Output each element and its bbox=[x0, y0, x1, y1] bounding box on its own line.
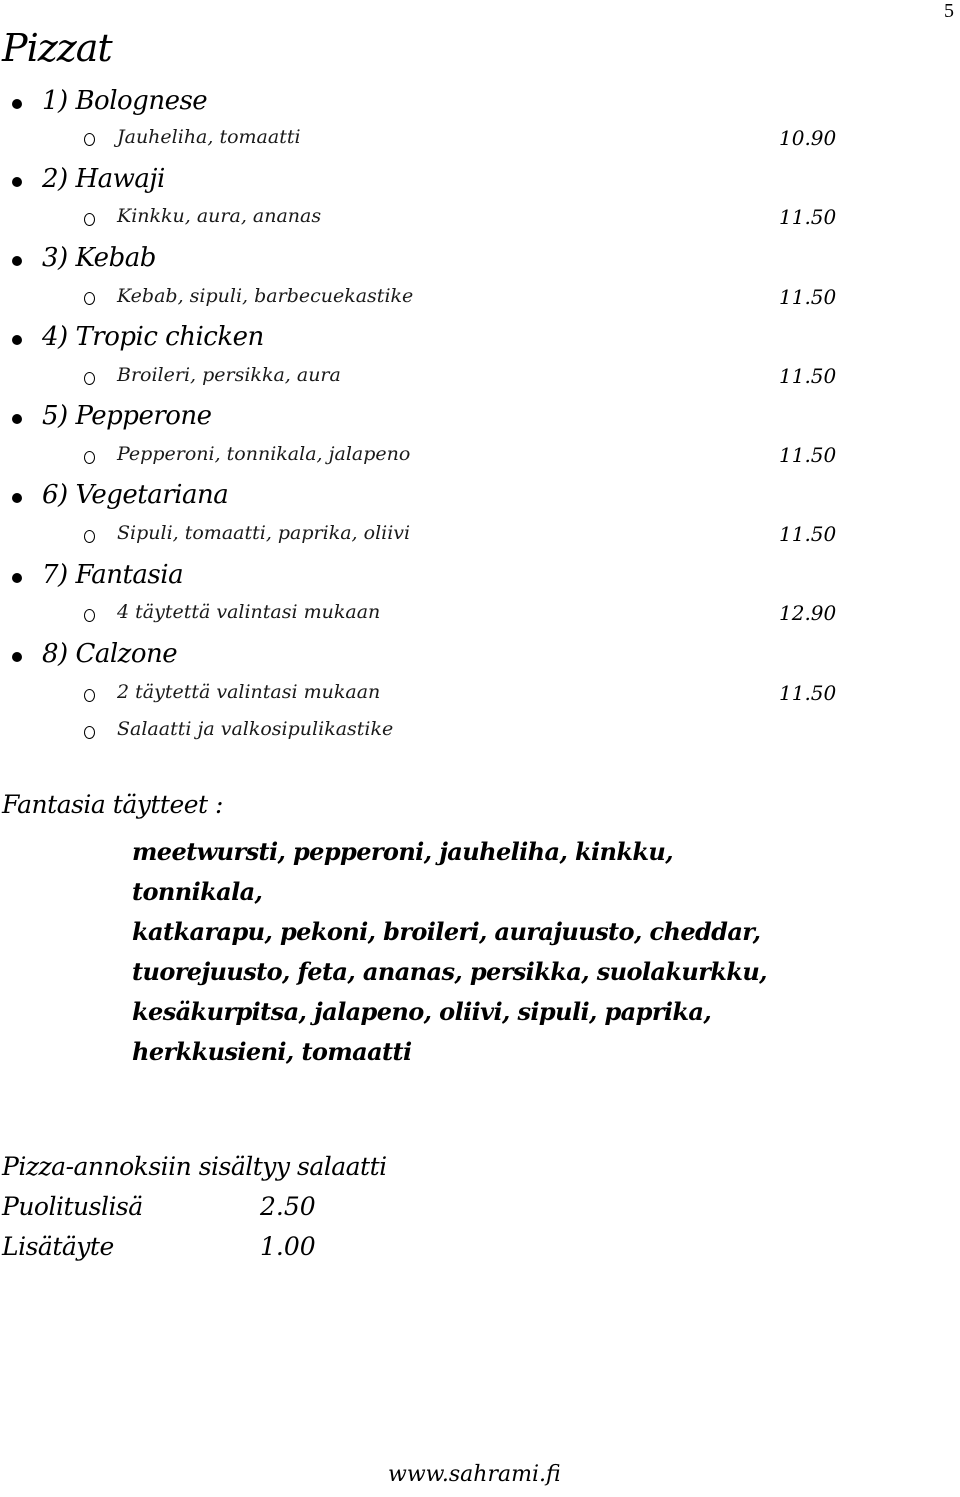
website-link[interactable]: www.sahrami.fi bbox=[388, 1462, 561, 1487]
pizza-name: 1) Bolognese bbox=[42, 86, 208, 116]
circle-bullet-icon bbox=[84, 133, 95, 146]
bullet-icon bbox=[12, 99, 22, 109]
pizza-price: 11.50 bbox=[779, 443, 837, 467]
pizza-price: 11.50 bbox=[779, 364, 837, 388]
fillings-line: katkarapu, pekoni, broileri, aurajuusto, cheddar, bbox=[132, 917, 761, 946]
fillings-line: tuorejuusto, feta, ananas, persikka, suolakurkku, bbox=[132, 957, 767, 986]
fillings-line: kesäkurpitsa, jalapeno, oliivi, sipuli, paprika, bbox=[132, 997, 712, 1026]
pizza-price: 11.50 bbox=[779, 285, 837, 309]
pizza-ingredients: Sipuli, tomaatti, paprika, oliivi bbox=[117, 522, 411, 544]
bullet-icon bbox=[12, 652, 22, 662]
pizza-ingredients: Broileri, persikka, aura bbox=[117, 364, 341, 386]
fillings-list bbox=[132, 832, 772, 1072]
pizza-price: 11.50 bbox=[779, 681, 837, 705]
circle-bullet-icon bbox=[84, 372, 95, 385]
pizza-name: 3) Kebab bbox=[42, 243, 156, 273]
bullet-icon bbox=[12, 256, 22, 266]
circle-bullet-icon bbox=[84, 689, 95, 702]
circle-bullet-icon bbox=[84, 726, 95, 739]
pizza-price: 11.50 bbox=[779, 205, 837, 229]
page-title: Pizzat bbox=[2, 26, 112, 70]
pizza-name: 7) Fantasia bbox=[42, 560, 184, 590]
bullet-icon bbox=[12, 335, 22, 345]
pizza-name: 5) Pepperone bbox=[42, 401, 212, 431]
bullet-icon bbox=[12, 493, 22, 503]
pizza-ingredients: Pepperoni, tonnikala, jalapeno bbox=[117, 443, 411, 465]
bullet-icon bbox=[12, 573, 22, 583]
pizza-price: 12.90 bbox=[779, 601, 837, 625]
pizza-price: 10.90 bbox=[779, 126, 837, 150]
pizza-name: 8) Calzone bbox=[42, 639, 178, 669]
circle-bullet-icon bbox=[84, 451, 95, 464]
salad-note: Pizza-annoksiin sisältyy salaatti bbox=[2, 1152, 387, 1181]
half-label: Puolituslisä bbox=[2, 1192, 143, 1221]
fillings-line: herkkusieni, tomaatti bbox=[132, 1037, 412, 1066]
page-number: 5 bbox=[944, 0, 954, 22]
bullet-icon bbox=[12, 414, 22, 424]
pizza-name: 2) Hawaji bbox=[42, 164, 165, 194]
pizza-price: 11.50 bbox=[779, 522, 837, 546]
pizza-ingredients: Kebab, sipuli, barbecuekastike bbox=[117, 285, 414, 307]
circle-bullet-icon bbox=[84, 609, 95, 622]
fillings-heading: Fantasia täytteet : bbox=[2, 790, 223, 819]
pizza-ingredients: Kinkku, aura, ananas bbox=[117, 205, 322, 227]
pizza-ingredients: 4 täytettä valintasi mukaan bbox=[117, 601, 381, 623]
pizza-ingredients: 2 täytettä valintasi mukaan bbox=[117, 681, 381, 703]
circle-bullet-icon bbox=[84, 213, 95, 226]
pizza-ingredients: Jauheliha, tomaatti bbox=[117, 126, 301, 148]
extra-label: Lisätäyte bbox=[2, 1232, 114, 1261]
circle-bullet-icon bbox=[84, 292, 95, 305]
bullet-icon bbox=[12, 177, 22, 187]
circle-bullet-icon bbox=[84, 530, 95, 543]
fillings-line: meetwursti, pepperoni, jauheliha, kinkku, tonnikala, bbox=[132, 837, 674, 906]
pizza-ingredients: Salaatti ja valkosipulikastike bbox=[117, 718, 394, 740]
extra-price: 1.00 bbox=[260, 1232, 316, 1261]
pizza-name: 6) Vegetariana bbox=[42, 480, 229, 510]
half-price: 2.50 bbox=[260, 1192, 316, 1221]
pizza-name: 4) Tropic chicken bbox=[42, 322, 264, 352]
